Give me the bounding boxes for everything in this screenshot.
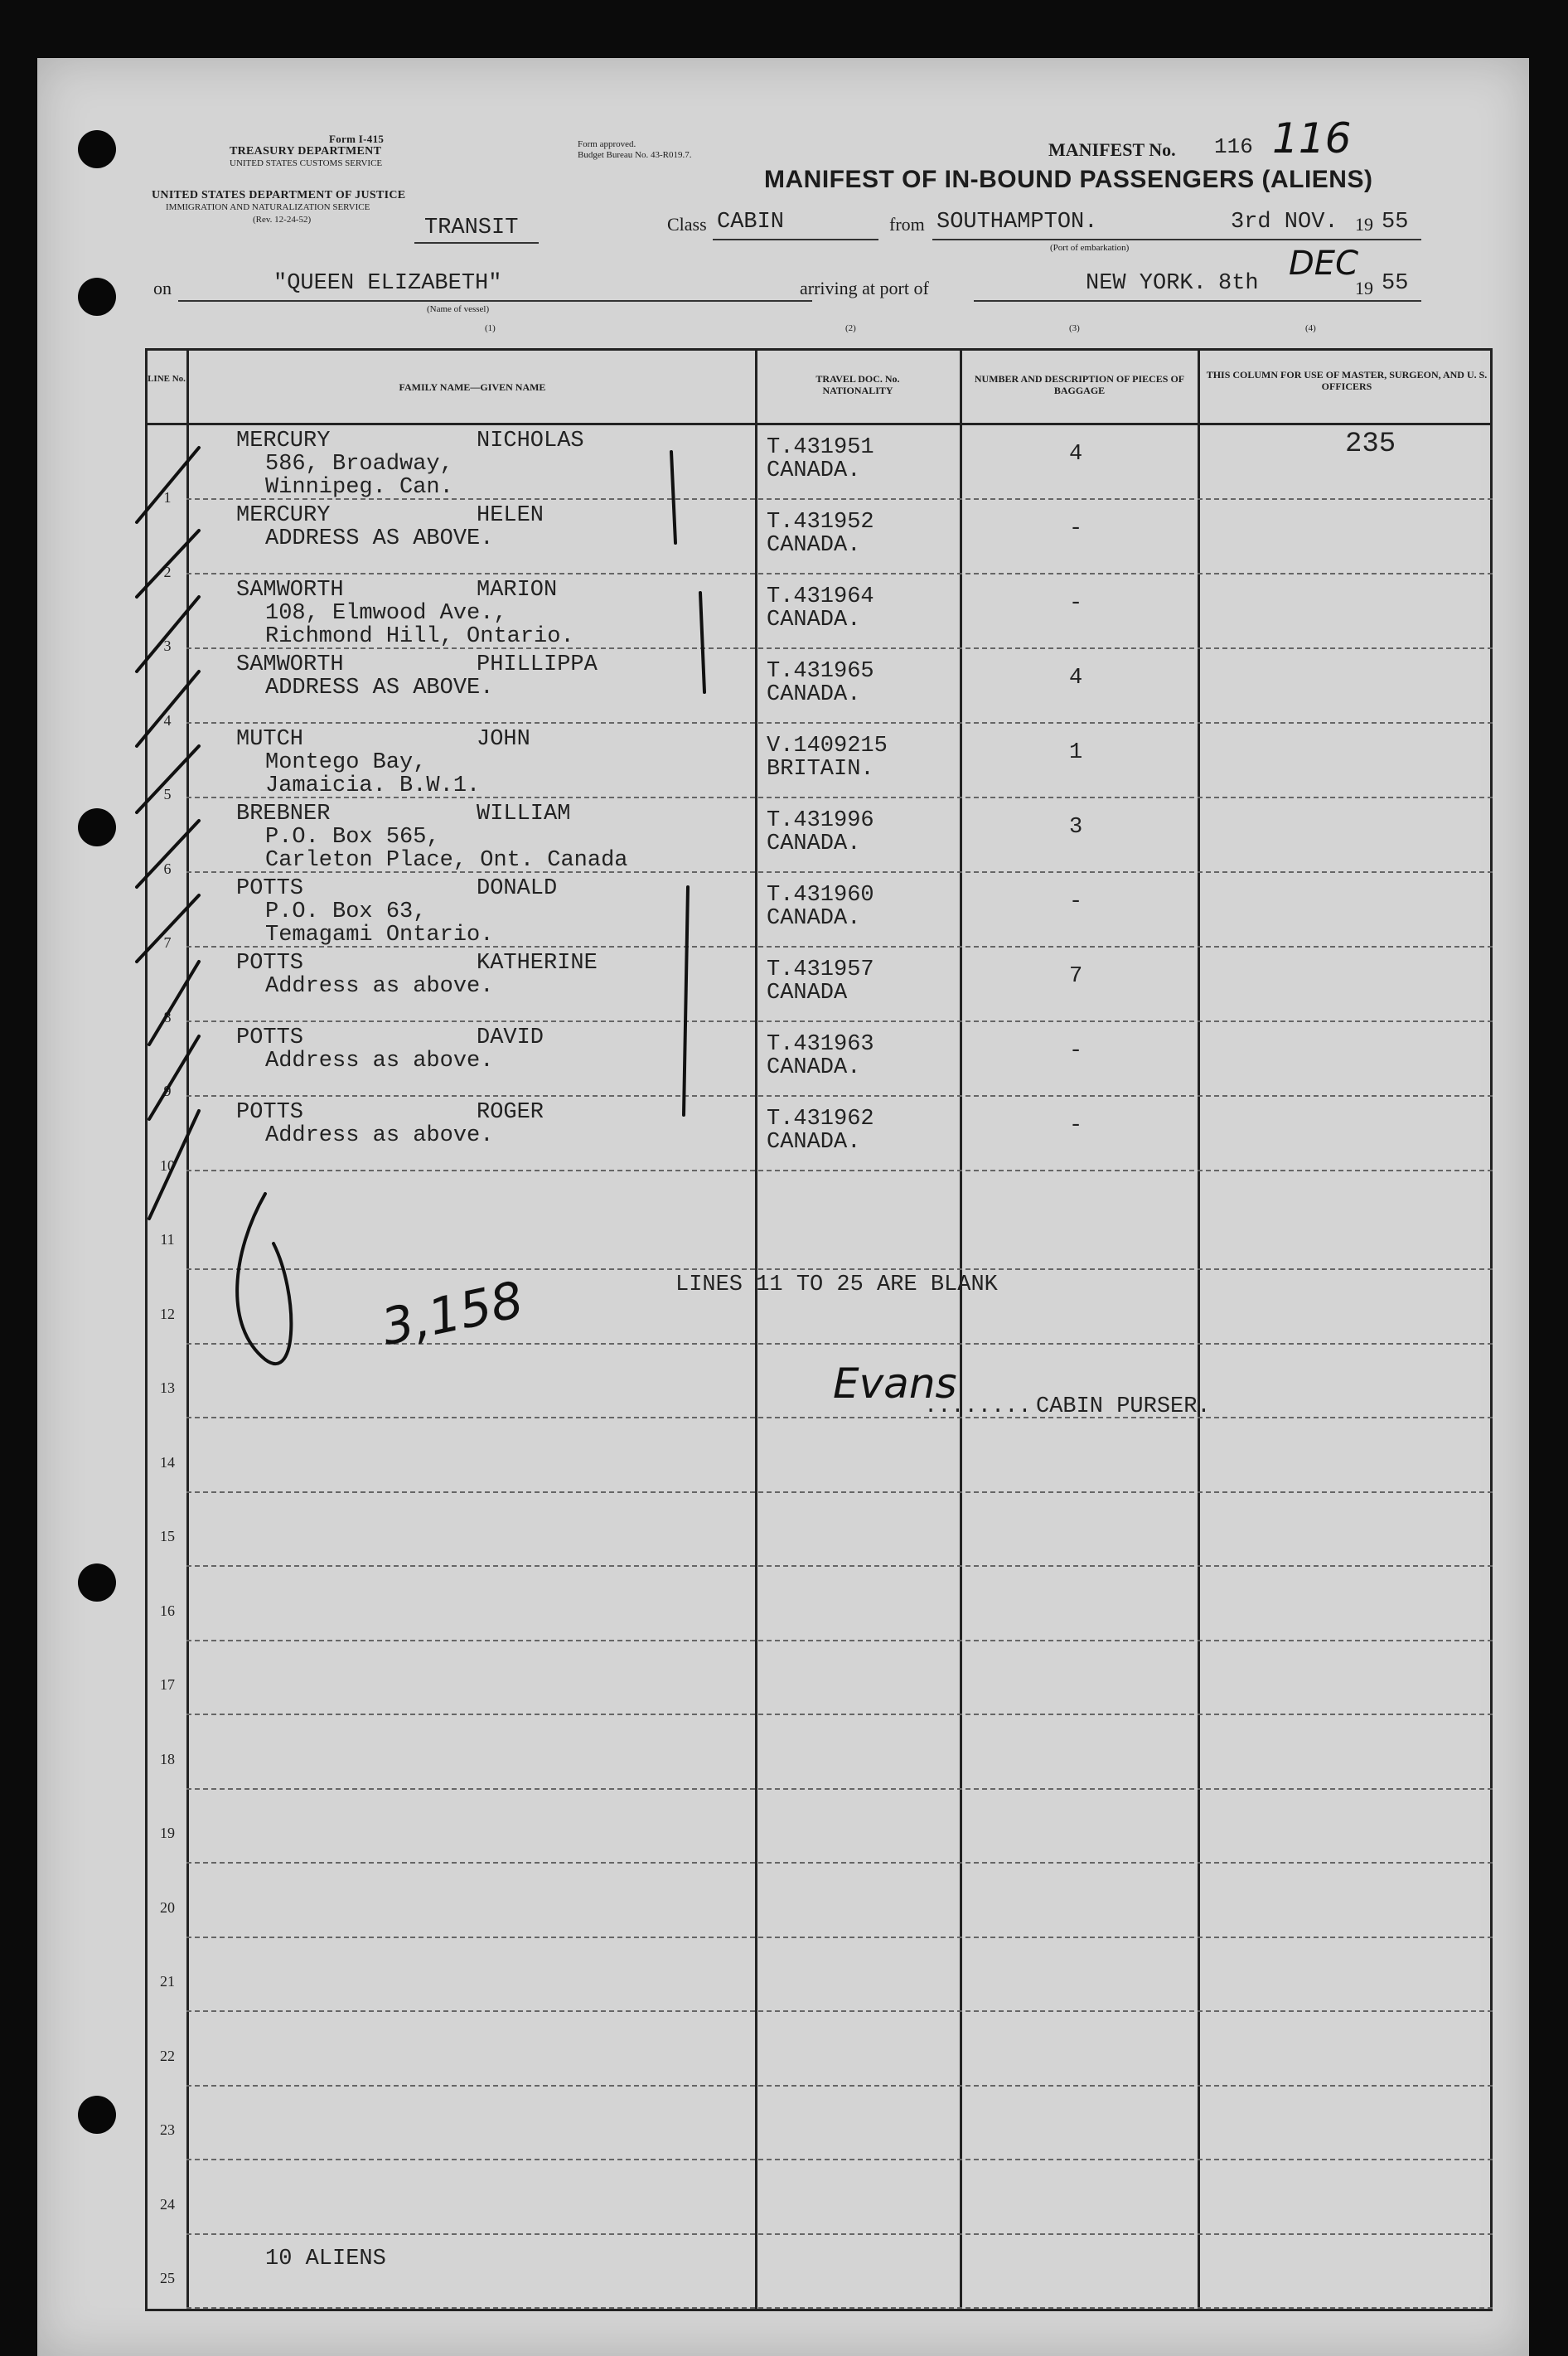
row-separator	[186, 647, 1493, 649]
passenger-address-line-1: Address as above.	[265, 974, 494, 999]
arrival-port: NEW YORK.	[1086, 271, 1207, 296]
passenger-baggage: 7	[1069, 964, 1083, 989]
row-separator	[186, 1343, 1493, 1345]
row-separator	[186, 2307, 1493, 2309]
passenger-baggage: -	[1069, 1039, 1083, 1064]
passenger-address-line-2: Carleton Place, Ont. Canada	[265, 848, 628, 873]
treasury-department: TREASURY DEPARTMENT	[230, 145, 382, 158]
line-number: 7	[163, 934, 172, 951]
row-separator	[186, 2085, 1493, 2087]
baggage-column-divider	[1198, 348, 1200, 2311]
blank-lines-note: LINES 11 TO 25 ARE BLANK	[675, 1273, 998, 1297]
passenger-given-name: JOHN	[477, 727, 530, 752]
passenger-travel-doc: T.431952	[767, 510, 874, 535]
total-aliens: 10 ALIENS	[265, 2247, 386, 2271]
passenger-baggage: 1	[1069, 740, 1083, 765]
passenger-given-name: MARION	[477, 578, 558, 603]
column-header-travel-doc: TRAVEL DOC. No. NATIONALITY	[815, 373, 900, 396]
row-separator	[186, 573, 1493, 574]
passenger-baggage: -	[1069, 516, 1083, 541]
purser-label: CABIN PURSER.	[1036, 1394, 1211, 1419]
passenger-officer-note: 235	[1345, 429, 1396, 460]
arrival-year: 55	[1382, 271, 1409, 296]
passenger-travel-doc: T.431996	[767, 808, 874, 833]
row-separator	[186, 1417, 1493, 1418]
line-number: 10	[160, 1156, 175, 1174]
passenger-nationality: CANADA.	[767, 906, 861, 931]
line-number: 20	[160, 1898, 175, 1916]
passenger-baggage: 4	[1069, 666, 1083, 691]
line-number: 8	[163, 1008, 172, 1025]
line-number: 6	[163, 860, 172, 877]
ins-service: IMMIGRATION AND NATURALIZATION SERVICE	[166, 202, 370, 212]
passenger-address-line-2: Winnipeg. Can.	[265, 475, 453, 500]
column-header-baggage: NUMBER AND DESCRIPTION OF PIECES OF BAGGAGE	[974, 373, 1185, 396]
line-number: 15	[160, 1528, 175, 1544]
line-number: 5	[163, 786, 172, 802]
row-separator	[186, 2233, 1493, 2235]
punch-hole	[78, 278, 116, 316]
manifest-page	[37, 58, 1529, 2356]
passenger-travel-doc: T.431951	[767, 435, 874, 460]
passenger-nationality: CANADA.	[767, 831, 861, 856]
line-number: 18	[160, 1750, 175, 1767]
manifest-number: 116	[1214, 134, 1253, 159]
passenger-baggage: -	[1069, 890, 1083, 914]
col-num-4: (4)	[1305, 323, 1316, 333]
punch-hole	[78, 1563, 116, 1602]
passenger-family-name: MERCURY	[236, 429, 331, 453]
column-header-line-no: LINE No.	[148, 374, 186, 384]
transit-underline	[414, 242, 539, 244]
manifest-label: MANIFEST No.	[1048, 139, 1176, 160]
passenger-given-name: DAVID	[477, 1025, 544, 1050]
passenger-nationality: CANADA.	[767, 608, 861, 633]
class-underline	[713, 239, 878, 240]
transit-label: TRANSIT	[424, 216, 519, 240]
customs-service: UNITED STATES CUSTOMS SERVICE	[230, 158, 383, 168]
budget-bureau: Budget Bureau No. 43-R019.7.	[578, 150, 692, 160]
column-header-name: FAMILY NAME—GIVEN NAME	[399, 381, 546, 393]
passenger-family-name: SAMWORTH	[236, 652, 344, 677]
passenger-given-name: DONALD	[477, 876, 558, 901]
passenger-travel-doc: V.1409215	[767, 734, 888, 759]
passenger-family-name: POTTS	[236, 1025, 304, 1050]
passenger-address-line-2: Jamaicia. B.W.1.	[265, 773, 481, 798]
line-number: 9	[163, 1083, 172, 1099]
passenger-travel-doc: T.431963	[767, 1032, 874, 1057]
passenger-family-name: BREBNER	[236, 802, 331, 827]
line-number: 4	[163, 711, 172, 729]
row-separator	[186, 946, 1493, 948]
passenger-travel-doc: T.431962	[767, 1107, 874, 1132]
line-number: 3	[163, 637, 172, 654]
row-separator	[186, 797, 1493, 798]
arriving-label: arriving at port of	[800, 278, 929, 298]
passenger-baggage: -	[1069, 591, 1083, 616]
passenger-given-name: WILLIAM	[477, 802, 571, 827]
line-number: 11	[160, 1231, 175, 1248]
from-label: from	[889, 214, 925, 235]
passenger-family-name: MUTCH	[236, 727, 304, 752]
passenger-address-line-2: Richmond Hill, Ontario.	[265, 624, 574, 649]
line-number: 22	[160, 2047, 175, 2064]
line-number: 2	[163, 563, 172, 580]
passenger-address-line-2: Temagami Ontario.	[265, 923, 494, 948]
table-header-divider	[145, 423, 1493, 425]
passenger-address-line-1: P.O. Box 565,	[265, 825, 440, 850]
vessel-underline	[178, 300, 812, 302]
departure-year: 55	[1382, 210, 1409, 235]
arrival-day: 8th	[1218, 271, 1259, 296]
passenger-travel-doc: T.431960	[767, 883, 874, 908]
name-column-divider	[755, 348, 757, 2311]
passenger-given-name: ROGER	[477, 1100, 544, 1125]
line-number: 23	[160, 2121, 175, 2138]
on-label: on	[153, 278, 172, 298]
line-number: 19	[160, 1825, 175, 1841]
row-separator	[186, 1714, 1493, 1715]
manifest-title: MANIFEST OF IN-BOUND PASSENGERS (ALIENS)	[764, 166, 1373, 193]
punch-hole	[78, 808, 116, 846]
col-num-2: (2)	[845, 323, 856, 333]
passenger-family-name: POTTS	[236, 1100, 304, 1125]
passenger-address-line-1: P.O. Box 63,	[265, 899, 427, 924]
passenger-nationality: BRITAIN.	[767, 757, 874, 782]
form-number: Form I-415	[329, 133, 385, 145]
passenger-given-name: HELEN	[477, 503, 544, 528]
embarkation-port: SOUTHAMPTON.	[936, 210, 1098, 235]
passenger-address-line-1: Address as above.	[265, 1049, 494, 1074]
line-number: 12	[160, 1305, 175, 1322]
row-separator	[186, 1020, 1493, 1022]
passenger-nationality: CANADA	[767, 981, 848, 1006]
passenger-travel-doc: T.431957	[767, 957, 874, 982]
passenger-family-name: POTTS	[236, 876, 304, 901]
port-of-embarkation-caption: (Port of embarkation)	[1050, 243, 1130, 253]
passenger-address-line-1: 586, Broadway,	[265, 452, 453, 477]
form-approved: Form approved.	[578, 139, 636, 149]
arrival-year-prefix: 19	[1355, 278, 1373, 298]
line-number: 21	[160, 1973, 175, 1990]
row-separator	[186, 1788, 1493, 1790]
passenger-address-line-1: ADDRESS AS ABOVE.	[265, 676, 494, 700]
passenger-address-line-1: Address as above.	[265, 1123, 494, 1148]
passenger-address-line-1: ADDRESS AS ABOVE.	[265, 526, 494, 551]
punch-hole	[78, 130, 116, 168]
row-separator	[186, 2159, 1493, 2160]
row-separator	[186, 871, 1493, 873]
passenger-travel-doc: T.431965	[767, 659, 874, 684]
passenger-nationality: CANADA.	[767, 682, 861, 707]
row-separator	[186, 1640, 1493, 1641]
passenger-travel-doc: T.431964	[767, 584, 874, 609]
passenger-baggage: 3	[1069, 815, 1083, 840]
vessel-name: "QUEEN ELIZABETH"	[273, 271, 502, 296]
form-revision: (Rev. 12-24-52)	[253, 215, 312, 225]
line-number: 17	[160, 1676, 175, 1693]
passenger-address-line-1: Montego Bay,	[265, 750, 427, 775]
row-separator	[186, 1565, 1493, 1567]
vessel-caption: (Name of vessel)	[427, 304, 490, 314]
row-separator	[186, 1862, 1493, 1864]
handwritten-stamp: 3,158	[376, 1270, 529, 1358]
row-separator	[186, 722, 1493, 724]
class-value: CABIN	[717, 210, 785, 235]
passenger-baggage: 4	[1069, 442, 1083, 467]
doc-column-divider	[960, 348, 962, 2311]
line-number: 1	[163, 489, 172, 506]
arrival-month-handwritten: DEC	[1289, 245, 1359, 283]
col-num-3: (3)	[1069, 323, 1080, 333]
purser-signature: Evans	[833, 1360, 957, 1408]
row-separator	[186, 1095, 1493, 1097]
purser-dots: ........	[924, 1394, 1032, 1419]
arrival-underline	[974, 300, 1421, 302]
passenger-nationality: CANADA.	[767, 533, 861, 558]
passenger-family-name: MERCURY	[236, 503, 331, 528]
row-separator	[186, 1268, 1493, 1270]
passenger-given-name: PHILLIPPA	[477, 652, 598, 677]
row-separator	[186, 1491, 1493, 1493]
line-number: 14	[160, 1453, 175, 1471]
passenger-address-line-1: 108, Elmwood Ave.,	[265, 601, 507, 626]
line-number: 25	[160, 2270, 175, 2286]
departure-year-prefix: 19	[1355, 214, 1373, 235]
passenger-nationality: CANADA.	[767, 458, 861, 483]
departure-date: 3rd NOV.	[1231, 210, 1338, 235]
passenger-given-name: KATHERINE	[477, 951, 598, 976]
passenger-family-name: SAMWORTH	[236, 578, 344, 603]
row-separator	[186, 1937, 1493, 1938]
column-header-officers: THIS COLUMN FOR USE OF MASTER, SURGEON, AND U. S. OFFICERS	[1206, 369, 1488, 392]
line-number: 24	[160, 2195, 175, 2213]
row-separator	[186, 1170, 1493, 1171]
passenger-nationality: CANADA.	[767, 1055, 861, 1080]
punch-hole	[78, 2096, 116, 2134]
line-number: 13	[160, 1379, 175, 1396]
line-number: 16	[160, 1602, 175, 1619]
department-of-justice: UNITED STATES DEPARTMENT OF JUSTICE	[152, 189, 406, 201]
passenger-given-name: NICHOLAS	[477, 429, 584, 453]
row-separator	[186, 498, 1493, 500]
row-separator	[186, 2010, 1493, 2012]
from-underline	[932, 239, 1421, 240]
passenger-nationality: CANADA.	[767, 1130, 861, 1155]
col-num-1: (1)	[485, 323, 496, 333]
manifest-number-handwritten: 116	[1272, 114, 1352, 162]
passenger-family-name: POTTS	[236, 951, 304, 976]
passenger-baggage: -	[1069, 1113, 1083, 1138]
class-label: Class	[667, 214, 707, 235]
